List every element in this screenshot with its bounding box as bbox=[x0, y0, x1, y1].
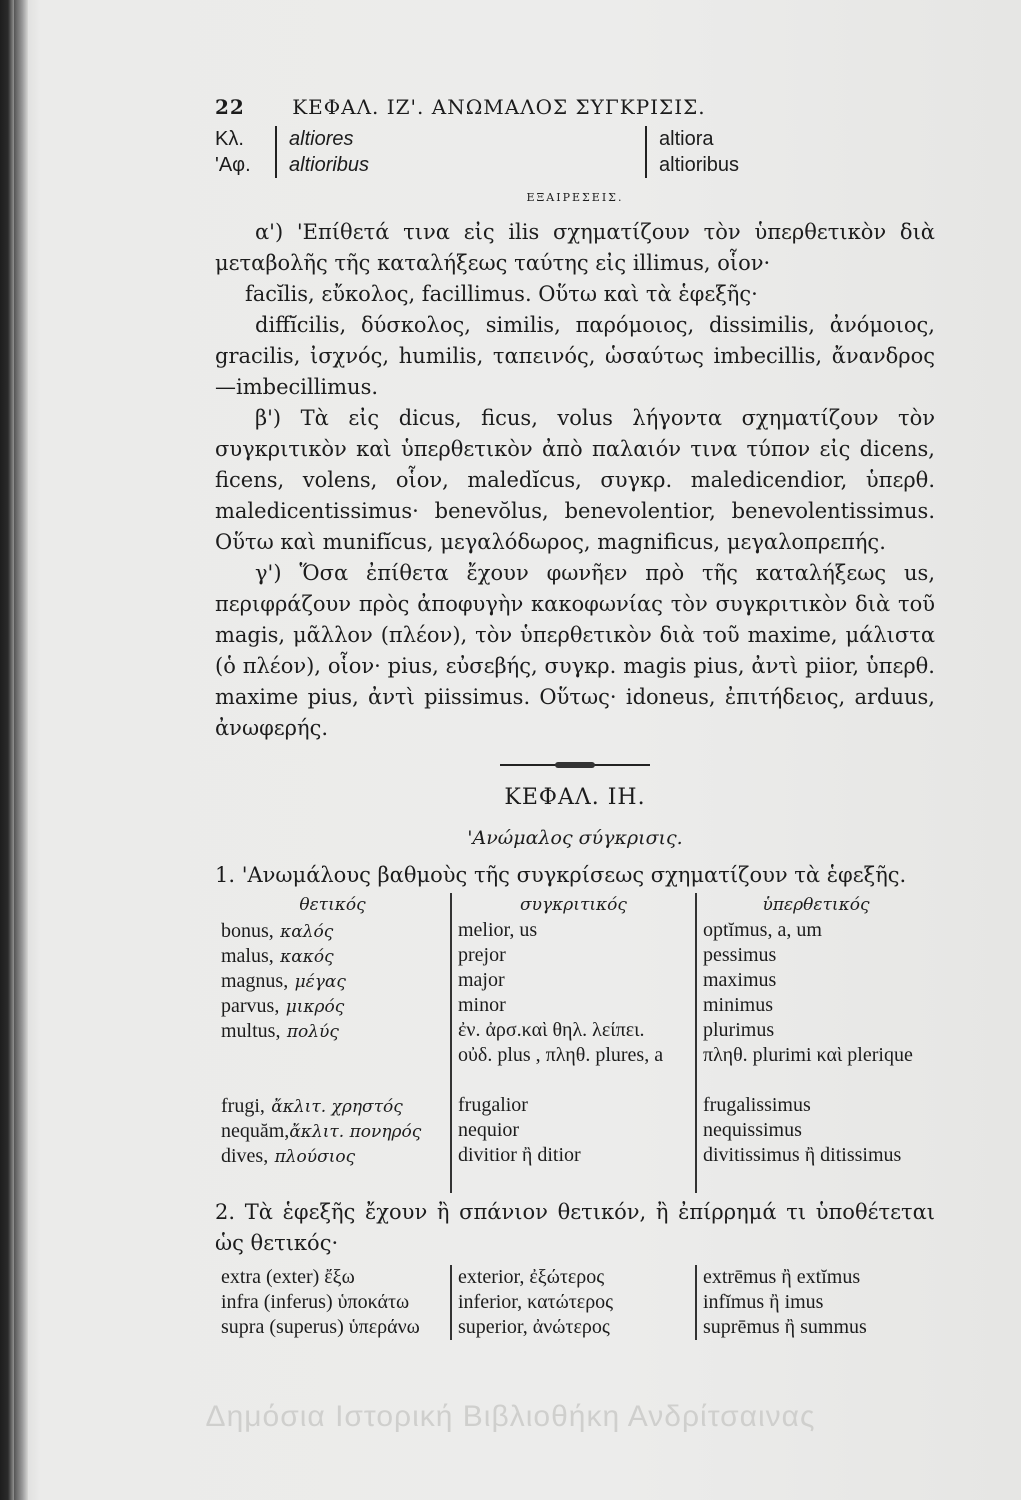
table-row: nequăm,ἄκλιτ. πονηρός bbox=[221, 1120, 422, 1142]
column-positive bbox=[215, 893, 450, 1193]
exceptions-heading: ΕΞΑΙΡΕΣΕΙΣ. bbox=[526, 191, 624, 204]
table-cell: melior, us bbox=[458, 919, 538, 941]
column-superlative bbox=[695, 893, 935, 1193]
library-watermark: Δημόσια Ιστορική Βιβλιοθήκη Ανδρίτσαινας bbox=[205, 1400, 816, 1433]
paragraph-beta: β') Τὰ εἰς dicus, ficus, volus λήγοντα σχηματίζουν τὸν συγκριτικὸν καὶ ὑπερθετικὸν ἀπὸ παλαιόν τινα τύπον εἰς dicens, ficens, volens, οἷον, maledĭcus, συγκρ. maledicendior, ὑπερθ. maledicentissimus· benevŏlus, benevolentior, benevolentissimus. Οὕτω καὶ munifĭcus, μεγαλόδωρος, magnificus, μεγαλοπρεπής. bbox=[215, 406, 935, 554]
table-cell: supra (superus) ὑπεράνω bbox=[221, 1316, 420, 1338]
table-cell: suprēmus ἢ summus bbox=[703, 1316, 867, 1338]
header-superlative: ὑπερθετικός bbox=[762, 895, 870, 915]
table-cell: prejor bbox=[458, 944, 506, 966]
table-cell: minimus bbox=[703, 994, 774, 1016]
table-cell: maximus bbox=[703, 969, 777, 991]
table-row bbox=[221, 1043, 444, 1093]
page-number: 22 bbox=[215, 95, 245, 119]
table-cell: nequissimus bbox=[703, 1119, 802, 1141]
chapter-title: ΚΕΦΑΛ. ΙΗ. bbox=[504, 785, 646, 810]
header-positive: θετικός bbox=[299, 895, 366, 915]
table-cell: infĭmus ἢ imus bbox=[703, 1291, 824, 1313]
paragraph-alpha: α') 'Επίθετά τινα εἰς ilis σχηματίζουν τὸν ὑπερθετικὸν διὰ μεταβολῆς τῆς καταλήξεως ταύτης εἰς illimus, οἷον· bbox=[215, 220, 935, 275]
table-row: malus, κακός bbox=[221, 945, 334, 967]
header-comparative: συγκριτικός bbox=[520, 895, 627, 915]
page-edge-shadow bbox=[14, 0, 28, 1500]
table-cell: πληθ. plurimi καὶ plerique bbox=[703, 1044, 913, 1066]
column-superlative bbox=[695, 1265, 935, 1340]
page-content bbox=[215, 92, 935, 1340]
case-masc: altioribus bbox=[275, 152, 645, 178]
table-cell: exterior, ἐξώτερος bbox=[458, 1266, 605, 1288]
table-cell: extrēmus ἢ extĭmus bbox=[703, 1266, 861, 1288]
table-row: multus, πολύς bbox=[221, 1020, 339, 1042]
table-cell: οὐδ. plus , πληθ. plures, a bbox=[458, 1044, 664, 1066]
case-neut: altioribus bbox=[645, 152, 935, 178]
paragraph-alpha-list: diffĭcilis, δύσκολος, similis, παρόμοιος, dissimilis, ἀνόμοιος, gracilis, ἰσχνός, humilis, ταπεινός, ὡσαύτως imbecillis, ἄνανδρος—imbecillimus. bbox=[215, 313, 935, 399]
section2-intro: 2. Τὰ ἑφεξῆς ἔχουν ἢ σπάνιον θετικόν, ἢ ἐπίρρημά τι ὑποθέτεται ὡς θετικός· bbox=[215, 1200, 935, 1255]
running-header bbox=[215, 92, 935, 126]
column-positive bbox=[215, 1265, 450, 1340]
column-comparative bbox=[450, 1265, 695, 1340]
column-comparative bbox=[450, 893, 695, 1193]
table-cell: divitior ἢ ditior bbox=[458, 1144, 581, 1166]
table-row: magnus, μέγας bbox=[221, 970, 346, 992]
table-row: frugi, ἄκλιτ. χρηστός bbox=[221, 1095, 403, 1117]
section1-intro: 1. 'Ανωμάλους βαθμοὺς τῆς συγκρίσεως σχηματίζουν τὰ ἑφεξῆς. bbox=[215, 863, 907, 887]
adverb-comparison-table bbox=[215, 1265, 935, 1340]
table-cell: nequior bbox=[458, 1119, 520, 1141]
case-row bbox=[215, 126, 935, 152]
comparison-table bbox=[215, 893, 935, 1193]
table-cell: superior, ἀνώτερος bbox=[458, 1316, 610, 1338]
table-row: parvus, μικρός bbox=[221, 995, 345, 1017]
case-row bbox=[215, 152, 935, 178]
case-masc: altiores bbox=[275, 126, 645, 152]
table-cell: divitissimus ἢ ditissimus bbox=[703, 1144, 902, 1166]
table-cell: ἐν. ἀρσ.καὶ θηλ. λείπει. bbox=[458, 1019, 645, 1041]
case-label: 'Αφ. bbox=[215, 154, 251, 176]
ornamental-rule bbox=[500, 762, 650, 768]
table-row: dives, πλούσιος bbox=[221, 1145, 356, 1167]
table-cell: frugalissimus bbox=[703, 1094, 811, 1116]
case-neut: altiora bbox=[645, 126, 935, 152]
table-cell: infra (inferus) ὑποκάτω bbox=[221, 1291, 410, 1313]
table-cell: pessimus bbox=[703, 944, 777, 966]
table-cell: minor bbox=[458, 994, 506, 1016]
paragraph-gamma: γ') Ὅσα ἐπίθετα ἔχουν φωνῆεν πρὸ τῆς καταλήξεως us, περιφράζουν πρὸς ἀποφυγὴν κακοφωνίας τὸν συγκριτικὸν διὰ τοῦ magis, μᾶλλον (πλέον), τὸν ὑπερθετικὸν διὰ τοῦ maxime, μάλιστα (ὁ πλέον), οἷον· pius, εὐσεβής, συγκρ. magis pius, ἀντὶ piior, ὑπερθ. maxime pius, ἀντὶ piissimus. Οὕτως· idoneus, ἐπιτήδειος, arduus, ἀνωφερής. bbox=[215, 561, 935, 740]
chapter-subtitle: 'Ανώμαλος σύγκρισις. bbox=[467, 827, 683, 849]
table-cell: plurimus bbox=[703, 1019, 775, 1041]
paragraph-alpha-example: facĭlis, εὔκολος, facillimus. Οὕτω καὶ τὰ ἑφεξῆς· bbox=[245, 282, 758, 306]
table-cell: frugalior bbox=[458, 1094, 528, 1116]
table-cell: inferior, κατώτερος bbox=[458, 1291, 614, 1313]
header-title: ΚΕΦΑΛ. ΙΖ'. ΑΝΩΜΑΛΟΣ ΣΥΓΚΡΙΣΙΣ. bbox=[292, 95, 706, 119]
table-cell: major bbox=[458, 969, 505, 991]
case-label: Κλ. bbox=[215, 128, 244, 150]
table-cell: optĭmus, a, um bbox=[703, 919, 822, 941]
table-row: bonus, καλός bbox=[221, 920, 334, 942]
table-cell: extra (exter) ἔξω bbox=[221, 1266, 355, 1288]
